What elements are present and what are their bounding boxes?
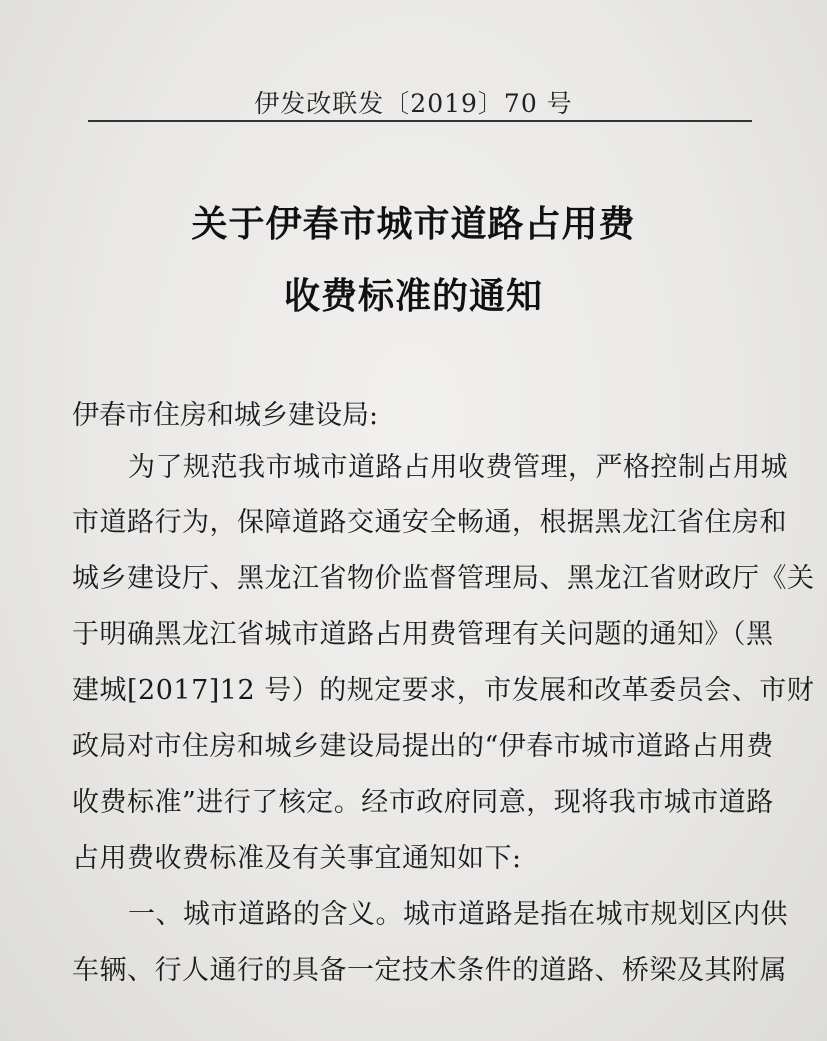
body-line-9: 一、城市道路的含义。城市道路是指在城市规划区内供: [128, 899, 788, 930]
salutation: 伊春市住房和城乡建设局:: [72, 400, 379, 431]
header-divider: [88, 120, 752, 122]
document-title-line-2: 收费标准的通知: [283, 276, 543, 317]
body-line-7: 收费标准”进行了核定。经市政府同意，现将我市城市道路: [72, 787, 774, 818]
body-line-10: 车辆、行人通行的具备一定技术条件的道路、桥梁及其附属: [72, 955, 787, 986]
body-line-4: 于明确黑龙江省城市道路占用费管理有关问题的通知》（黑: [72, 619, 774, 650]
body-line-5: 建城[2017]12 号）的规定要求，市发展和改革委员会、市财: [72, 675, 815, 706]
document-number: 伊发改联发〔2019〕70 号: [254, 89, 573, 118]
body-line-8: 占用费收费标准及有关事宜通知如下:: [72, 843, 522, 874]
body-line-3: 城乡建设厅、黑龙江省物价监督管理局、黑龙江省财政厅《关: [72, 563, 815, 594]
document-title-line-1: 关于伊春市城市道路占用费: [191, 204, 636, 245]
body-line-1: 为了规范我市城市道路占用收费管理，严格控制占用城: [128, 452, 788, 483]
body-line-6: 政局对市住房和城乡建设局提出的“伊春市城市道路占用费: [72, 731, 774, 762]
body-line-2: 市道路行为，保障道路交通安全畅通，根据黑龙江省住房和: [72, 507, 787, 538]
